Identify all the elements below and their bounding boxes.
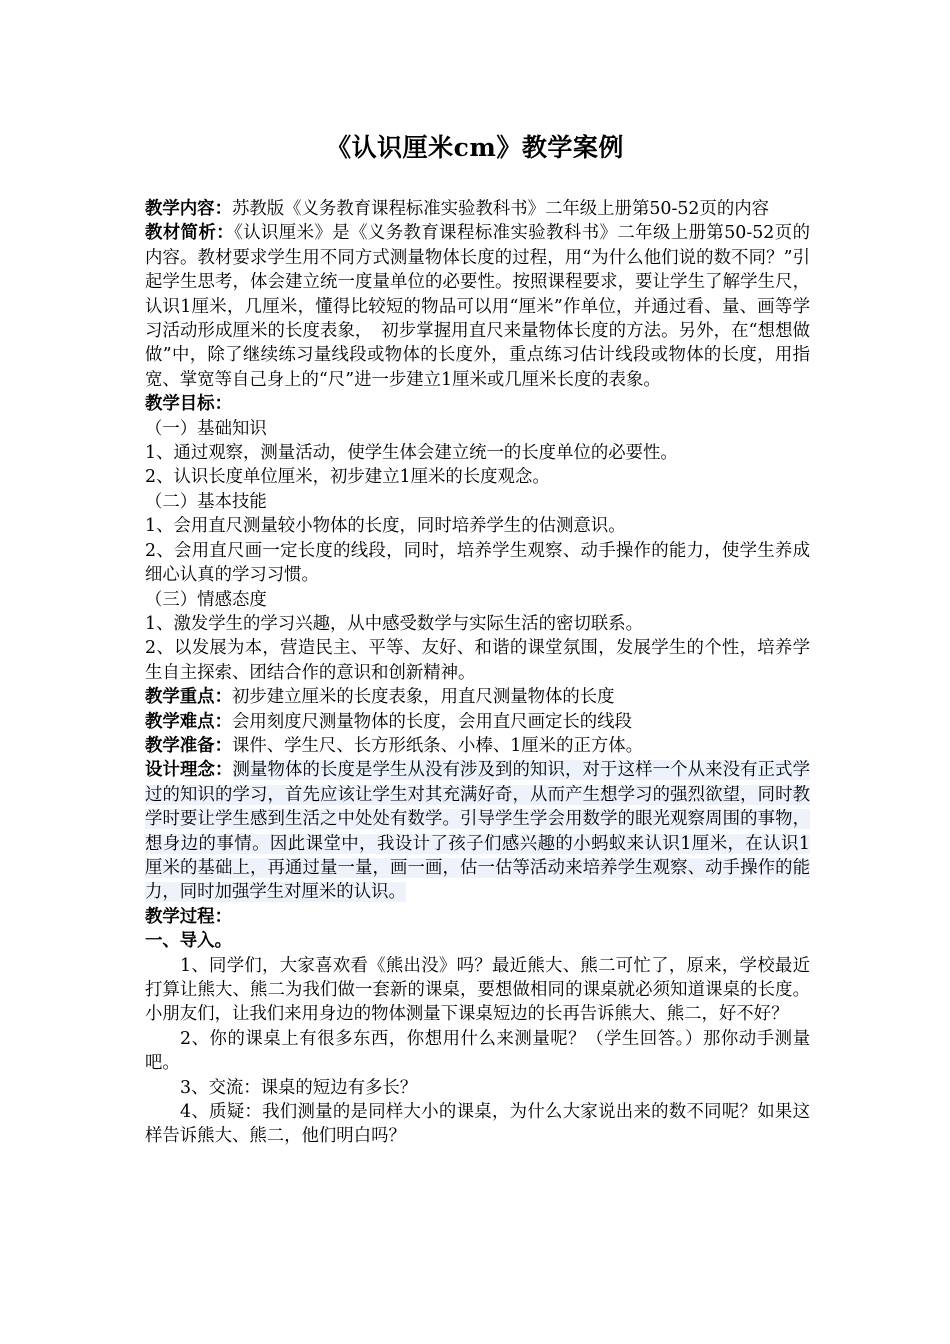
teaching-difficulty-text: 会用刻度尺测量物体的长度，会用直尺画定长的线段 — [231, 711, 632, 732]
goals-basic-knowledge-heading: （一）基础知识 — [145, 418, 267, 439]
goals-basic-skills-heading: （二）基本技能 — [145, 491, 267, 512]
teaching-preparation-label: 教学准备： — [145, 735, 232, 756]
teaching-content-label: 教学内容： — [145, 199, 232, 219]
teaching-preparation — [145, 734, 810, 758]
design-concept-label: 设计理念： — [145, 760, 233, 781]
process-paragraph-3: 3、交流：课桌的短边有多长？ — [180, 1077, 418, 1098]
material-analysis-text: 《认识厘米》是《义务教育课程标准实验教科书》二年级上册第50-52页的内容。教材要求学生用不同方式测量物体长度的过程，用“为什么他们说的数不同？”引起学生思考，体会建立统一度量单位的必要性。按照课程要求，要让学生了解学生尺，认识1厘米，几厘米，懂得比较短的物品可以用“厘米”作单位，并通过看、量、画等学习活动形成厘米的长度表象， 初步掌握用直尺来量物体长度的方法。另外，在“想想做做”中，除了继续练习量线段或物体的长度外，重点练习估计线段或物体的长度，用指宽、掌宽等自己身上的“尺”进一步建立1厘米或几厘米长度的表象。 — [145, 223, 810, 390]
material-analysis-label: 教材简析： — [145, 223, 235, 244]
teaching-preparation-text: 课件、学生尺、长方形纸条、小棒、1厘米的正方体。 — [231, 735, 644, 756]
teaching-difficulty-label: 教学难点： — [145, 711, 232, 732]
goals-attitude-item-1: 1、激发学生的学习兴趣，从中感受数学与实际生活的密切联系。 — [145, 613, 644, 634]
teaching-process-heading: 教学过程： — [145, 906, 232, 927]
process-paragraph-4: 4、质疑：我们测量的是同样大小的课桌，为什么大家说出来的数不同呢？如果这样告诉熊大、熊二，他们明白吗？ — [145, 1102, 810, 1147]
document-body — [145, 197, 810, 1149]
document-title: 《认识厘米cm》教学案例 — [326, 133, 624, 162]
teaching-difficulty — [145, 710, 810, 734]
goals-basic-knowledge-item-2: 2、认识长度单位厘米，初步建立1厘米的长度观念。 — [145, 467, 550, 488]
process-paragraph-1: 1、同学们，大家喜欢看《熊出没》吗？最近熊大、熊二可忙了，原来，学校最近打算让熊大、熊二为我们做一套新的课桌，要想做相同的课桌就必须知道课桌的长度。小朋友们，让我们来用身边的物体测量下课桌短边的长再告诉熊大、熊二，好不好？ — [145, 955, 810, 1025]
goals-basic-skills-item-1: 1、会用直尺测量较小物体的长度，同时培养学生的估测意识。 — [145, 516, 626, 537]
process-paragraph-2: 2、你的课桌上有很多东西，你想用什么来测量呢？（学生回答。）那你动手测量吧。 — [145, 1028, 810, 1074]
design-concept-text: 测量物体的长度是学生从没有涉及到的知识，对于这样一个从来没有正式学过的知识的学习，首先应该让学生对其充满好奇，从而产生想学习的强烈欲望，同时教学时要让学生感到生活之中处处有数学。引导学生学会用数学的眼光观察周围的事物，想身边的事情。因此课堂中，我设计了孩子们感兴趣的小蚂蚁来认识1厘米，在认识1厘米的基础上，再通过量一量，画一画，估一估等活动来培养学生观察、动手操作的能力，同时加强学生对厘米的认识。 — [145, 760, 810, 903]
goals-basic-knowledge-item-1: 1、通过观察，测量活动，使学生体会建立统一的长度单位的必要性。 — [145, 443, 678, 464]
teaching-content — [145, 197, 810, 221]
material-analysis — [145, 221, 810, 392]
goals-attitude-heading: （三）情感态度 — [145, 589, 267, 610]
design-concept — [145, 758, 810, 904]
goals-basic-skills-item-2: 2、会用直尺画一定长度的线段，同时，培养学生观察、动手操作的能力，使学生养成细心认真的学习习惯。 — [145, 540, 810, 586]
teaching-goals-heading: 教学目标： — [145, 394, 232, 415]
teaching-key-point-text: 初步建立厘米的长度表象，用直尺测量物体的长度 — [231, 687, 615, 708]
teaching-content-text: 苏教版《义务教育课程标准实验教科书》二年级上册第50-52页的内容 — [231, 199, 770, 219]
teaching-key-point — [145, 685, 810, 709]
goals-attitude-item-2: 2、以发展为本，营造民主、平等、友好、和谐的课堂氛围，发展学生的个性，培养学生自主探索、团结合作的意识和创新精神。 — [145, 638, 810, 683]
process-part-1-heading: 一、导入。 — [145, 931, 232, 952]
teaching-key-point-label: 教学重点： — [145, 687, 232, 708]
